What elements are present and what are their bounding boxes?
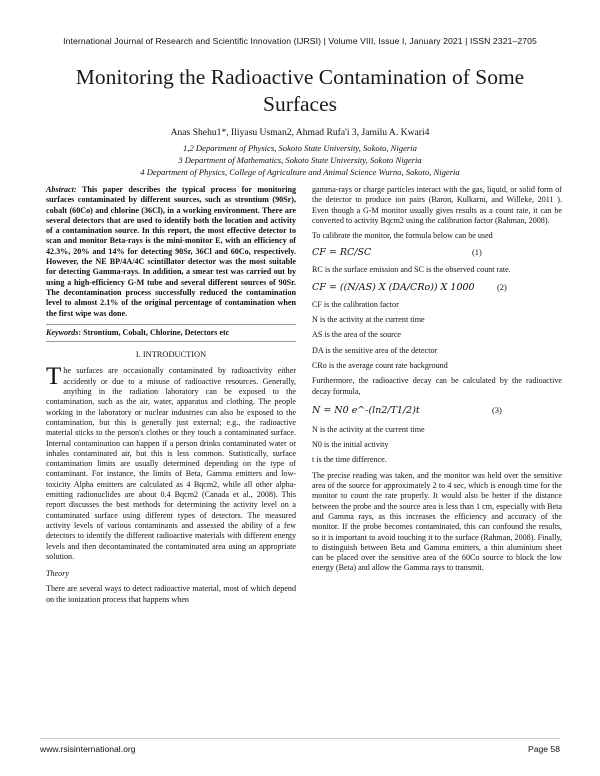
authors-line: Anas Shehu1*, Iliyasu Usman2, Ahmad Rufa'i 3, Jamilu A. Kwari4: [170, 127, 430, 138]
intro-paragraph: [46, 363, 296, 562]
definition-rc: RC is the surface emission and SC is the observed count rate.: [312, 265, 511, 275]
equation-3-text: N = N0 e^-(ln2/T1/2)t: [312, 404, 420, 416]
subheading-theory: Theory: [46, 569, 69, 579]
affiliation-3: 4 Department of Physics, College of Agriculture and Animal Science Wurno, Sokoto, Nigeria: [140, 167, 460, 177]
equation-1-text: CF = RC/SC: [312, 247, 372, 259]
equation-2-text: CF = ((N/AS) X (DA/CRo)) X 1000: [312, 281, 475, 293]
left-column: [46, 185, 296, 605]
theory-paragraph: There are several ways to detect radioactive material, most of which depend on the ionization process that happens when: [46, 584, 296, 604]
keywords: [46, 328, 296, 338]
keywords-label: Keywords: [46, 327, 79, 337]
equation-2: [312, 280, 562, 296]
footer-website: www.rsisinternational.org: [40, 744, 136, 754]
equation-3: [312, 403, 562, 419]
paper-title: Monitoring the Radioactive Contamination of Some Surfaces: [75, 65, 525, 116]
divider: [46, 341, 296, 342]
equation-3-number: (3): [492, 405, 502, 415]
footer-page-number: Page 58: [527, 744, 560, 754]
affiliation-1: 1,2 Department of Physics, Sokoto State University, Sokoto, Nigeria: [183, 143, 417, 153]
affiliation-2: 3 Department of Mathematics, Sokoto State University, Sokoto Nigeria: [178, 155, 422, 165]
section-heading-introduction: I. INTRODUCTION: [135, 350, 207, 360]
equation-1: [312, 245, 562, 261]
drop-cap: T: [46, 363, 62, 391]
equation-2-number: (2): [497, 282, 507, 292]
abstract-label: Abstract:: [46, 185, 77, 194]
definition-item: N0 is the initial activity: [312, 440, 389, 450]
definition-item: DA is the sensitive area of the detector: [312, 345, 438, 355]
definition-item: N is the activity at the current time: [312, 315, 425, 325]
divider: [46, 324, 296, 325]
keywords-text: : Strontium, Cobalt, Chlorine, Detectors etc: [78, 327, 230, 337]
right-paragraph-1: gamma-rays or charge particles interact with the gas, liquid, or solid form of the detector to produce ion pairs (Baron, Kulkarni, and Willeke, 2011 ). Even though a G-M monitor usually gives results as a count rate, it can be converted to activity Bqcm2 using the calibration factor (Rahman, 2008).: [312, 185, 562, 225]
abstract-text: This paper describes the typical process for monitoring surfaces contaminated by different sources, such as strontium (90Sr), cobalt (60Co) and chlorine (36Cl), in a working environment. There are several detectors that are used to identify both the location and activity of a contamination source. In this report, the most effective detector to scan and monitor Beta-rays is the mini-monitor E, with an efficiency of 42.3%, 20% and 14% for detecting 90Sr, 36Cl and 60Co, respectively. However, the NE BP/4A/4C scintillator detector was the most suitable for detecting Gamma-rays. In addition, a smear test was carried out by using a high-efficiency G-M tube and several different sources of 90Sr. The decontamination process successfully reduced the contamination level to almost 2.1% of the original percentage of contamination when the first wipe was done.: [46, 185, 296, 318]
definition-item: t is the time difference.: [312, 455, 387, 465]
right-paragraph-2: To calibrate the monitor, the formula below can be used: [312, 231, 493, 241]
definition-item: AS is the area of the source: [312, 330, 401, 340]
abstract: [46, 185, 296, 319]
right-column: [312, 185, 562, 574]
right-paragraph-3: Furthermore, the radioactive decay can be calculated by the radioactive decay formula,: [312, 376, 562, 396]
equation-1-number: (1): [472, 248, 482, 258]
definition-item: CF is the calibration factor: [312, 299, 399, 309]
definition-item: CRo is the average count rate background: [312, 360, 448, 370]
right-paragraph-4: The precise reading was taken, and the monitor was held over the sensitive area of the source for approximately 2 to 4 sec, which is enough time for the monitor to count the rate properly. It would also be better if the distance between the probe and the source area is less than 1 cm, especially with Beta and Gamma rays, as this increases the efficiency and accuracy of the monitor. If the probe becomes contaminated, this can confound the results, so it is important to avoid touching it to the surface (Rahman, 2008). Finally, to distinguish between Beta and Gamma emitters, a thin aluminium sheet can be placed over the sensitive area of the 60Co source to block the low energy (Beta) and allow the Gamma rays to transmit.: [312, 470, 562, 573]
intro-paragraph-text: he surfaces are occasionally contaminated by radioactivity either accidently or due to a misuse of radioactive resources. Generally, anything in the radiation laboratory can be exposed to the contamination, such as the air, water, apparatus and clothing. The people working in the laboratory or nuclear industries can also be exposed to the contamination, but this is generally just external; e.g., the radioactive material sticks to the person's clothes or they touch a contaminated surface. Internal contamination can happen if a person drinks contaminated water or inhales contaminated air, but this is less common. Statistically, surface contamination limits are usually determined depending on the type of contaminant. For instance, the limits of Beta, Gamma emitters and low-toxicity Alpha emitters are calculated as 4 Bqcm2, while all other alpha-emitting radionuclides are about 0.4 Bqcm2 (Canada et al., 2008). This report discusses the best methods for determining the activity level on a contaminated surface using different types of detectors. The measured activity levels of various contaminants and assessed the ability of a few detectors to identify the different radioactive materials with different energy levels and then decontaminated the contaminated area using an appropriate solution.: [46, 366, 296, 561]
journal-header: International Journal of Research and Scientific Innovation (IJRSI) | Volume VIII, Issue I, January 2021 | ISSN 2321–2705: [63, 36, 537, 46]
footer-divider: [40, 738, 560, 739]
definition-item: N is the activity at the current time: [312, 424, 425, 434]
